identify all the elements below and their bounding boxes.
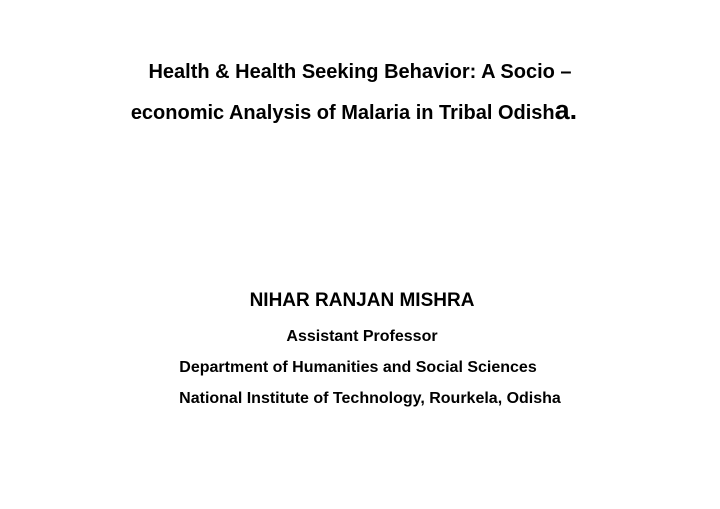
author-name: NIHAR RANJAN MISHRA — [249, 290, 475, 311]
author-role: Assistant Professor — [286, 328, 438, 345]
title-line-2-text: economic Analysis of Malaria in Tribal Odish — [130, 102, 555, 124]
title-line-2-end: a. — [554, 95, 578, 125]
author-institute: National Institute of Technology, Rourkela, Odisha — [179, 390, 561, 407]
author-department: Department of Humanities and Social Sciences — [179, 359, 537, 376]
title-line-1 — [0, 60, 720, 84]
title-line-1-text: Health & Health Seeking Behavior: A Socio – — [148, 61, 572, 83]
title-line-2 — [0, 95, 714, 125]
